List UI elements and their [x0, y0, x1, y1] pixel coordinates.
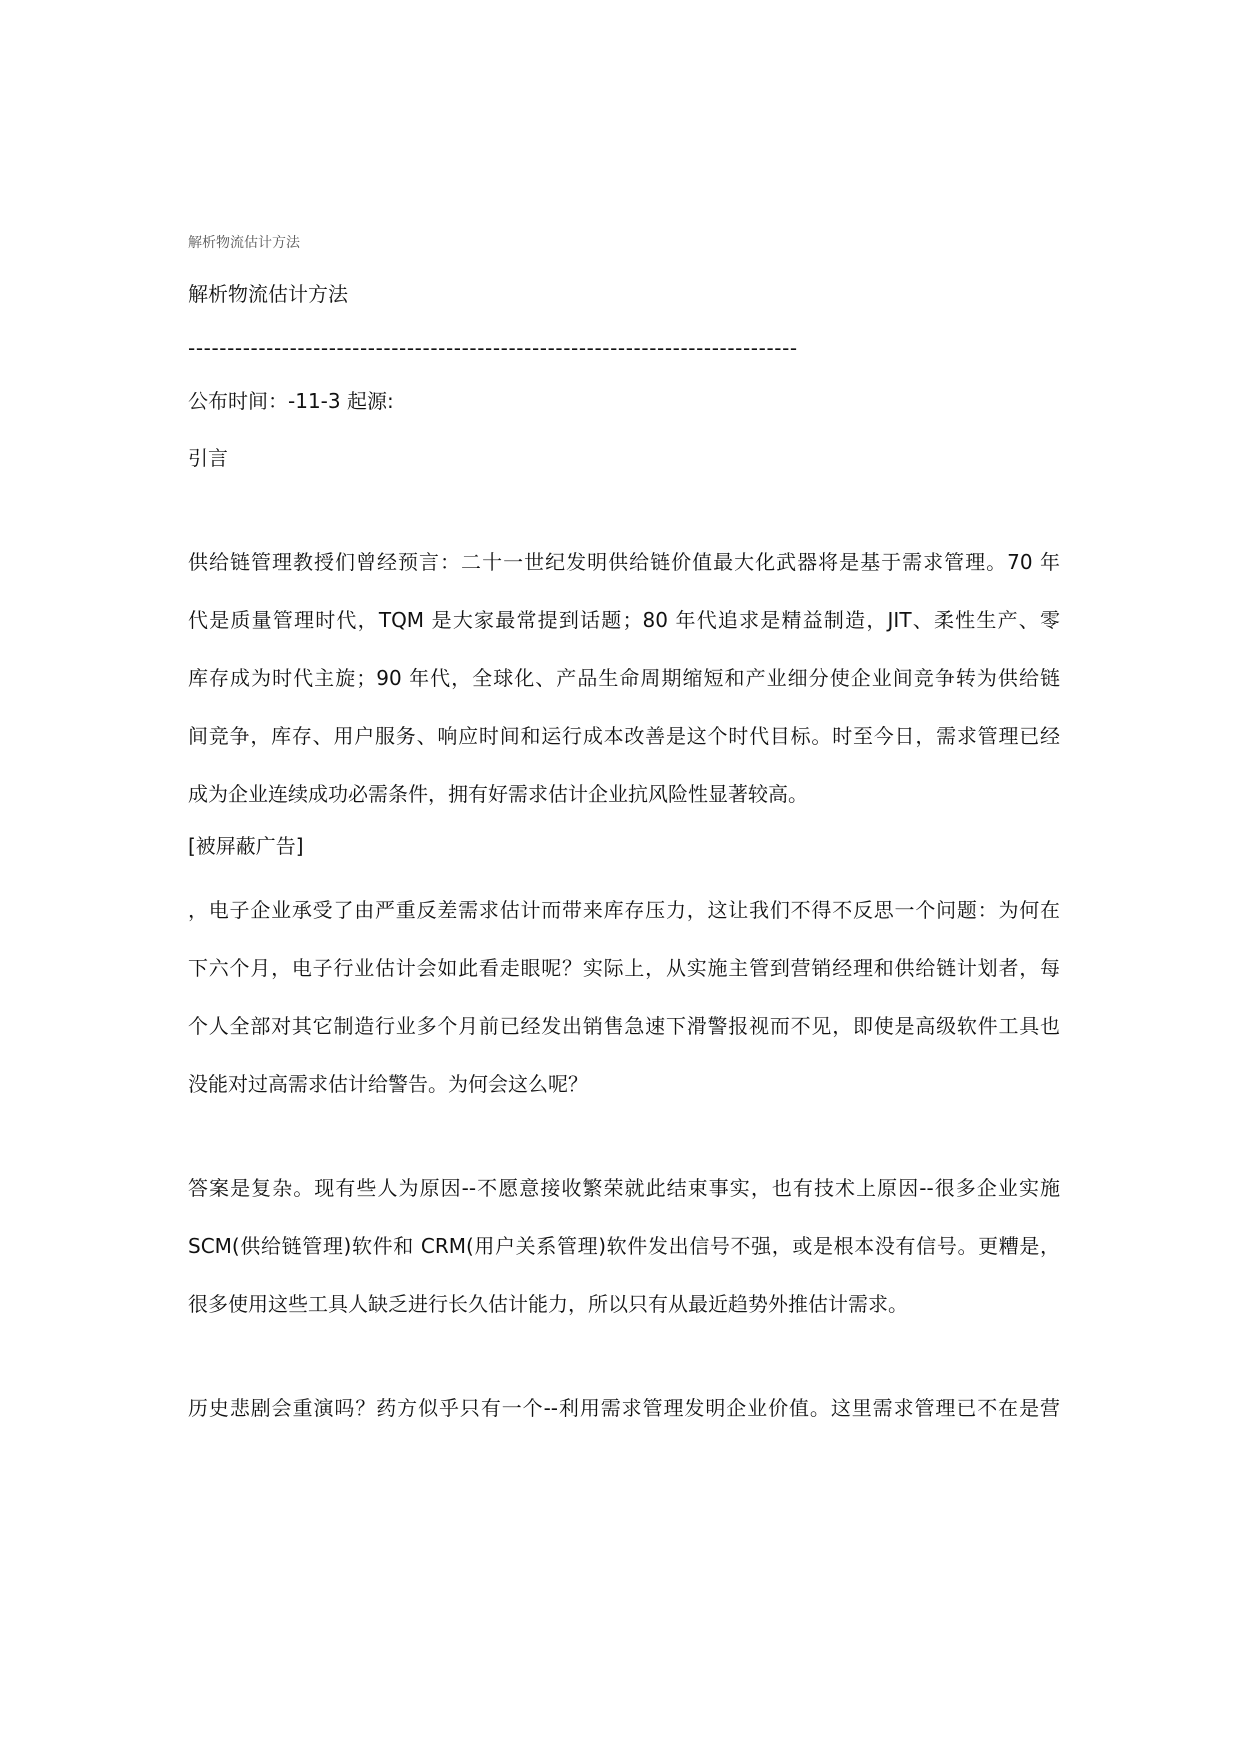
para3-line-2: SCM(供给链管理)软件和 CRM(用户关系管理)软件发出信号不强，或是根本没有信号。更糟是， [188, 1234, 1060, 1258]
para2-line-2: 下六个月，电子行业估计会如此看走眼呢？实际上，从实施主管到营销经理和供给链计划者，每 [188, 956, 1060, 980]
para1-line-4: 间竞争，库存、用户服务、响应时间和运行成本改善是这个时代目标。时至今日，需求管理已经 [188, 724, 1060, 748]
publish-meta: 公布时间：-11-3 起源: [188, 389, 394, 413]
para3-line-3: 很多使用这些工具人缺乏进行长久估计能力，所以只有从最近趋势外推估计需求。 [188, 1292, 908, 1316]
para2-line-4: 没能对过高需求估计给警告。为何会这么呢？ [188, 1072, 588, 1096]
para2-line-3: 个人全部对其它制造行业多个月前已经发出销售急速下滑警报视而不见，即使是高级软件工具也 [188, 1014, 1060, 1038]
para4-line-1: 历史悲剧会重演吗？药方似乎只有一个--利用需求管理发明企业价值。这里需求管理已不在是营 [188, 1396, 1060, 1420]
document-title: 解析物流估计方法 [188, 282, 348, 306]
divider-line: ------------------------------------------------------------------------------ [188, 336, 798, 360]
para1-line-1: 供给链管理教授们曾经预言：二十一世纪发明供给链价值最大化武器将是基于需求管理。70 年 [188, 550, 1060, 574]
ad-placeholder: [被屏蔽广告] [188, 834, 304, 858]
para2-line-1: ，电子企业承受了由严重反差需求估计而带来库存压力，这让我们不得不反思一个问题：为何在 [188, 898, 1060, 922]
running-header: 解析物流估计方法 [188, 235, 300, 251]
para1-line-3: 库存成为时代主旋；90 年代，全球化、产品生命周期缩短和产业细分使企业间竞争转为供给链 [188, 666, 1060, 690]
para1-line-2: 代是质量管理时代，TQM 是大家最常提到话题；80 年代追求是精益制造，JIT、柔性生产、零 [188, 608, 1060, 632]
para3-line-1: 答案是复杂。现有些人为原因--不愿意接收繁荣就此结束事实，也有技术上原因--很多企业实施 [188, 1176, 1060, 1200]
para1-line-5: 成为企业连续成功必需条件，拥有好需求估计企业抗风险性显著较高。 [188, 782, 808, 806]
intro-heading: 引言 [188, 446, 228, 470]
